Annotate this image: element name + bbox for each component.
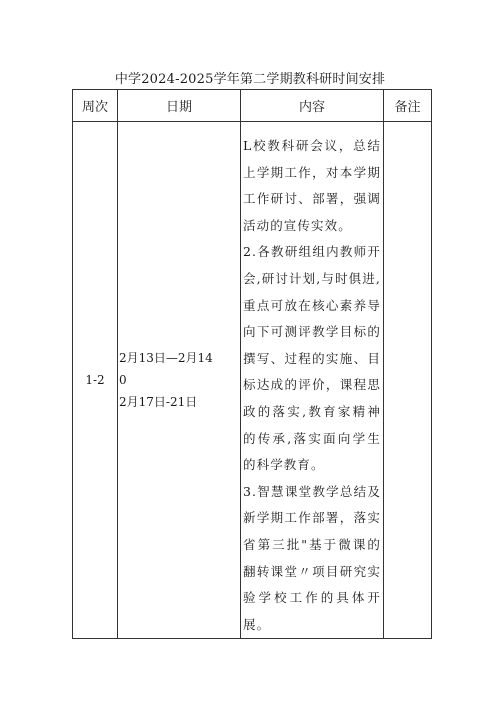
schedule-table <box>72 89 432 639</box>
week-cell: 1-2 <box>73 122 118 639</box>
document-title: 中学2024-2025学年第二学期教科研时间安排 <box>114 72 386 87</box>
date-line: 2月13日—2月14 <box>119 351 213 366</box>
content-item: 2.各教研组组内教师开会,研讨计划,与时俱进,重点可放在核心素养导向下可测评教学目标的撰写、过程的实施、目标达成的评价，课程思政的落实,教育家精神的传承,落实面向学生的科学教育。 <box>243 244 381 473</box>
date-line: 0 <box>119 373 127 388</box>
header-week: 周次 <box>73 90 118 122</box>
date-line: 2月17日-21日 <box>119 395 198 410</box>
content-cell <box>241 122 384 639</box>
header-note: 备注 <box>384 90 432 122</box>
content-item: L校教科研会议，总结上学期工作，对本学期工作研讨、部署，强调活动的宣传实效。 <box>243 138 381 233</box>
table-row <box>73 122 432 639</box>
note-cell <box>384 122 432 639</box>
date-cell <box>118 122 241 639</box>
header-content: 内容 <box>241 90 384 122</box>
table-header-row <box>73 90 432 122</box>
content-item: 3.智慧课堂教学总结及新学期工作部署，落实省第三批"基于微课的翻转课堂〃项目研究实验学校工作的具体开展。 <box>243 483 381 632</box>
header-date: 日期 <box>118 90 241 122</box>
